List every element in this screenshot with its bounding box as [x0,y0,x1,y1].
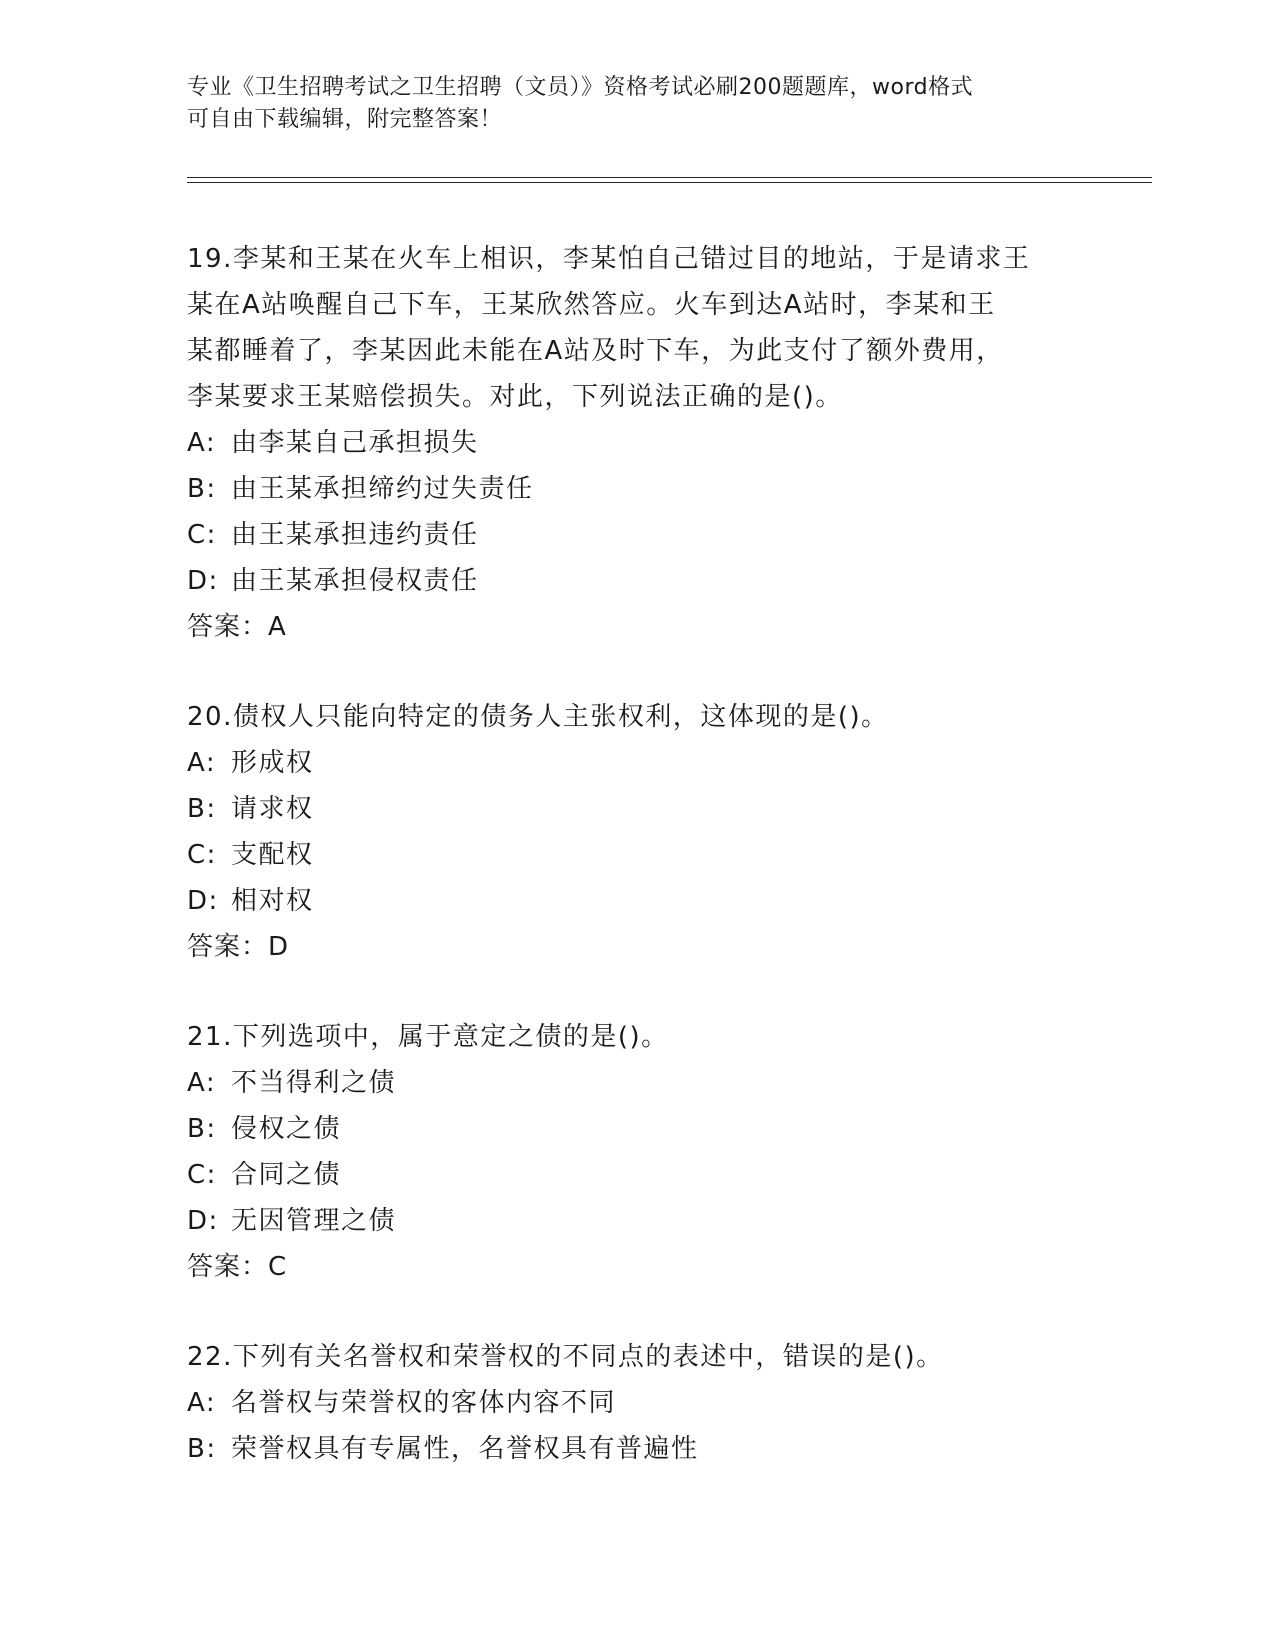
option-a [187,1380,1087,1426]
stem-line: 李某要求王某赔偿损失。对此，下列说法正确的是()。 [187,382,843,412]
option-text: 合同之债 [231,1160,342,1190]
question-list [187,236,1087,1516]
option-text: 侵权之债 [231,1114,342,1144]
option-b [187,786,1087,832]
question-stem [187,694,1087,740]
option-b [187,1106,1087,1152]
option-d [187,878,1087,924]
answer-label: 答案： [187,612,269,642]
option-key: B: [187,1434,217,1464]
option-key: C: [187,1160,217,1190]
header-divider-bottom [187,182,1152,183]
option-text: 相对权 [231,886,314,916]
stem-line: 19.李某和王某在火车上相识，李某怕自己错过目的地站，于是请求王 [187,244,1031,274]
option-a [187,1060,1087,1106]
stem-line: 某都睡着了，李某因此未能在A站及时下车，为此支付了额外费用， [187,336,1004,366]
option-key: B: [187,794,217,824]
option-text: 无因管理之债 [231,1206,397,1236]
option-key: A: [187,748,217,778]
option-text: 支配权 [231,840,314,870]
stem-line: 21.下列选项中，属于意定之债的是()。 [187,1022,669,1052]
document-header [187,72,1087,136]
question-20 [187,694,1087,970]
answer-line [187,924,1087,970]
option-text: 不当得利之债 [231,1068,397,1098]
answer-line [187,604,1087,650]
option-key: D: [187,566,219,596]
question-stem [187,1334,1087,1380]
option-c [187,832,1087,878]
option-a [187,420,1087,466]
answer-value: A [268,612,286,642]
option-text: 荣誉权具有专属性，名誉权具有普遍性 [231,1434,699,1464]
stem-line: 某在A站唤醒自己下车，王某欣然答应。火车到达A站时，李某和王 [187,290,996,320]
option-text: 由李某自己承担损失 [231,428,479,458]
question-stem [187,236,1087,420]
option-c [187,1152,1087,1198]
answer-value: C [268,1252,287,1282]
question-22 [187,1334,1087,1472]
option-key: D: [187,1206,219,1236]
option-b [187,466,1087,512]
answer-value: D [268,932,289,962]
option-text: 形成权 [231,748,314,778]
option-key: A: [187,428,217,458]
answer-label: 答案： [187,932,269,962]
option-key: B: [187,1114,217,1144]
header-title-line-1: 专业《卫生招聘考试之卫生招聘（文员）》资格考试必刷200题题库，word格式 [187,75,974,100]
stem-line: 22.下列有关名誉权和荣誉权的不同点的表述中，错误的是()。 [187,1342,944,1372]
option-a [187,740,1087,786]
option-d [187,558,1087,604]
option-key: C: [187,840,217,870]
answer-label: 答案： [187,1252,269,1282]
option-c [187,512,1087,558]
header-divider-top [187,177,1152,178]
option-key: A: [187,1068,217,1098]
option-d [187,1198,1087,1244]
question-21 [187,1014,1087,1290]
header-title-line-2: 可自由下载编辑，附完整答案！ [187,107,503,132]
option-b [187,1426,1087,1472]
question-stem [187,1014,1087,1060]
option-key: C: [187,520,217,550]
question-19 [187,236,1087,650]
option-key: D: [187,886,219,916]
option-text: 名誉权与荣誉权的客体内容不同 [231,1388,617,1418]
option-text: 由王某承担缔约过失责任 [231,474,534,504]
option-text: 由王某承担违约责任 [231,520,479,550]
option-text: 请求权 [231,794,314,824]
option-key: A: [187,1388,217,1418]
stem-line: 20.债权人只能向特定的债务人主张权利，这体现的是()。 [187,702,889,732]
option-text: 由王某承担侵权责任 [231,566,479,596]
answer-line [187,1244,1087,1290]
option-key: B: [187,474,217,504]
